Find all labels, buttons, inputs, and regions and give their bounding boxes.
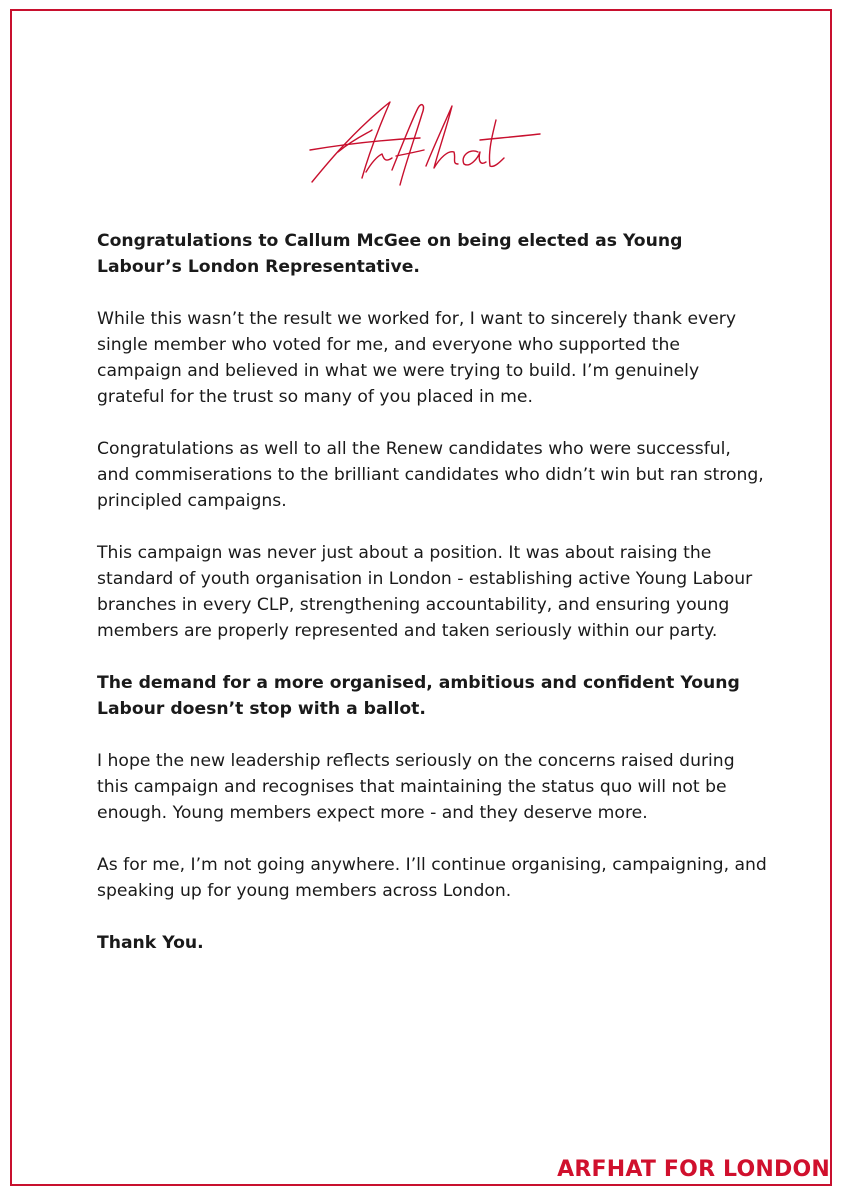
- thanks-paragraph: While this wasn’t the result we worked for, I want to sincerely thank every single member who voted for me, and everyone who supported the campaign and believed in what we were trying to build. I’m genuinely grateful for the trust so many of you placed in me.: [97, 309, 737, 407]
- signature-logo: [300, 90, 550, 190]
- thank-you-paragraph: Thank You.: [97, 933, 204, 953]
- campaign-purpose-paragraph: This campaign was never just about a position. It was about raising the standard of youth organisation in London - establishing active Young Labour branches in every CLP, strengthening accountability, and ensuring young members are properly represented and taken seriously within our party.: [97, 543, 753, 641]
- campaign-brand: ARFHAT FOR LONDON: [557, 1157, 830, 1182]
- letter-body: [97, 228, 767, 982]
- continuing-paragraph: As for me, I’m not going anywhere. I’ll continue organising, campaigning, and speaking up for young members across London.: [97, 855, 767, 901]
- renew-candidates-paragraph: Congratulations as well to all the Renew candidates who were successful, and commiserations to the brilliant candidates who didn’t win but ran strong, principled campaigns.: [97, 439, 764, 511]
- leadership-paragraph: I hope the new leadership reflects seriously on the concerns raised during this campaign and recognises that maintaining the status quo will not be enough. Young members expect more - and they deserve more.: [97, 751, 735, 823]
- congratulations-paragraph: Congratulations to Callum McGee on being elected as Young Labour’s London Representative.: [97, 231, 683, 277]
- demand-paragraph: The demand for a more organised, ambitious and confident Young Labour doesn’t stop with a ballot.: [97, 673, 740, 719]
